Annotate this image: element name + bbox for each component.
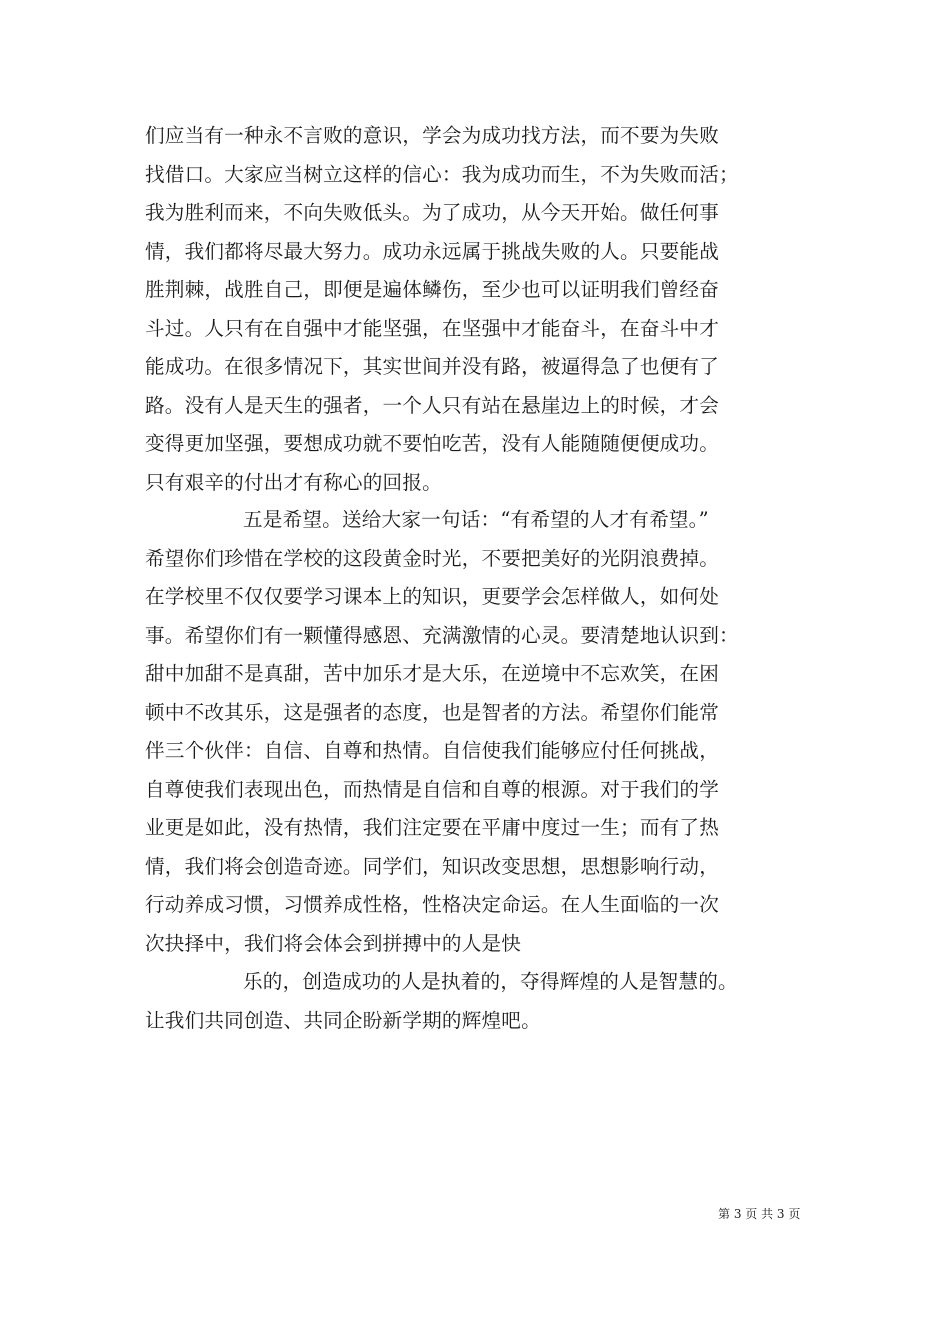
text-line: 伴三个伙伴：自信、自尊和热情。自信使我们能够应付任何挑战， xyxy=(145,739,720,762)
text-line: 次抉择中，我们将会体会到拼搏中的人是快 xyxy=(145,931,522,955)
text-line: 乐的，创造成功的人是执着的，夺得辉煌的人是智慧的。 xyxy=(243,970,738,993)
text-line: 事。希望你们有一颗懂得感恩、充满激情的心灵。要清楚地认识到： xyxy=(145,623,739,647)
text-line: 顿中不改其乐，这是强者的态度，也是智者的方法。希望你们能常 xyxy=(145,700,720,724)
text-line: 业更是如此，没有热情，我们注定要在平庸中度过一生；而有了热 xyxy=(145,816,720,839)
text-line: 希望你们珍惜在学校的这段黄金时光，不要把美好的光阴浪费掉。 xyxy=(145,546,720,570)
paragraph-hope xyxy=(145,501,825,963)
text-line: 行动养成习惯，习惯养成性格，性格决定命运。在人生面临的一次 xyxy=(145,893,720,916)
text-line: 自尊使我们表现出色，而热情是自信和自尊的根源。对于我们的学 xyxy=(145,777,720,801)
page-number: 第 3 页 共 3 页 xyxy=(718,1207,801,1221)
text-line: 我为胜利而来，不向失败低头。为了成功，从今天开始。做任何事 xyxy=(145,201,720,224)
text-line: 甜中加甜不是真甜，苦中加乐才是大乐，在逆境中不忘欢笑，在困 xyxy=(145,662,720,685)
text-line: 情，我们都将尽最大努力。成功永远属于挑战失败的人。只要能战 xyxy=(145,239,720,263)
text-line: 变得更加坚强，要想成功就不要怕吃苦，没有人能随随便便成功。 xyxy=(145,432,720,455)
paragraph-closing xyxy=(145,963,825,1040)
text-line: 情，我们将会创造奇迹。同学们，知识改变思想，思想影响行动， xyxy=(145,854,720,878)
text-line: 能成功。在很多情况下，其实世间并没有路，被逼得急了也便有了 xyxy=(145,355,720,378)
paragraph-success xyxy=(145,117,825,502)
text-line: 找借口。大家应当树立这样的信心：我为成功而生，不为失败而活； xyxy=(145,162,739,186)
text-line: 路。没有人是天生的强者，一个人只有站在悬崖边上的时候，才会 xyxy=(145,393,720,417)
text-line: 们应当有一种永不言败的意识，学会为成功找方法，而不要为失败 xyxy=(145,124,720,147)
text-line: 只有艰辛的付出才有称心的回报。 xyxy=(145,470,442,494)
text-line: 斗过。人只有在自强中才能坚强，在坚强中才能奋斗，在奋斗中才 xyxy=(145,316,720,340)
text-line: 五是希望。送给大家一句话：“有希望的人才有希望。” xyxy=(243,508,709,531)
text-line: 在学校里不仅仅要学习课本上的知识，更要学会怎样做人，如何处 xyxy=(145,585,720,608)
text-line: 让我们共同创造、共同企盼新学期的辉煌吧。 xyxy=(145,1008,541,1032)
text-line: 胜荆棘，战胜自己，即便是遍体鳞伤，至少也可以证明我们曾经奋 xyxy=(145,278,720,301)
